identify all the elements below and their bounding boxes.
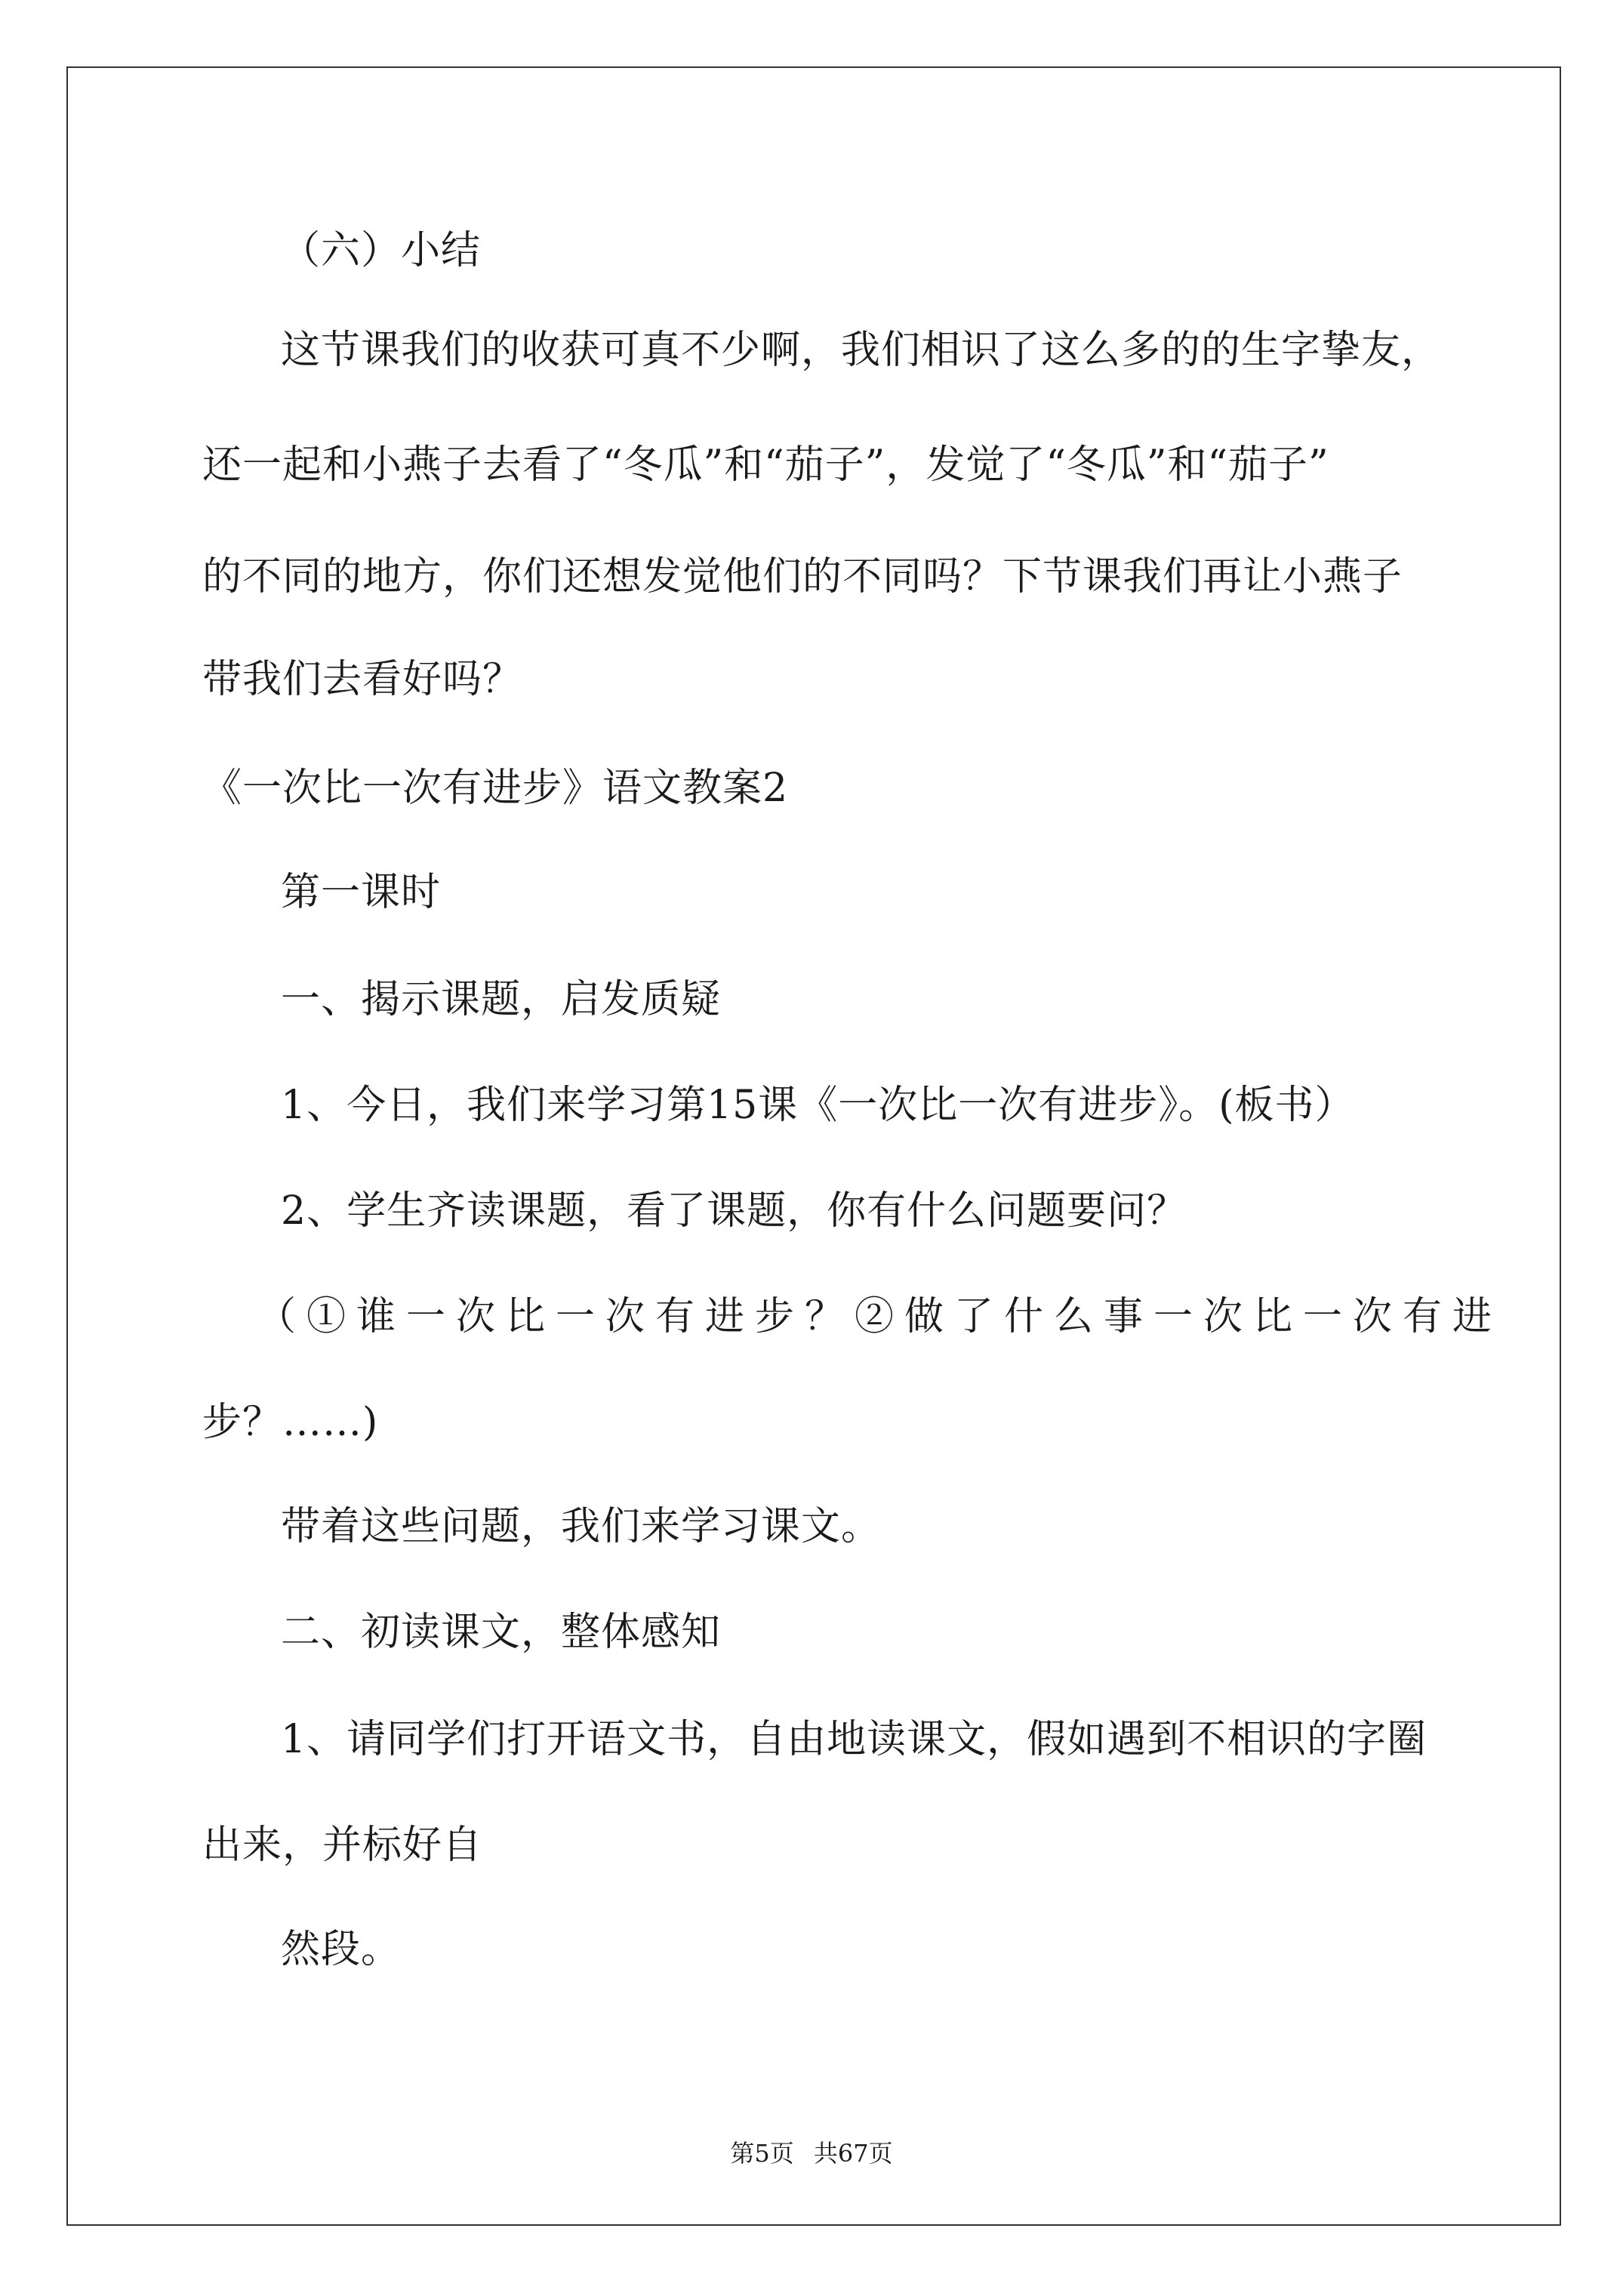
paragraph-line: 还一起和小燕子去看了“冬瓜”和“茄子”，发觉了“冬瓜”和“茄子”	[202, 442, 1329, 488]
page-footer	[0, 2138, 1623, 2168]
paragraph-line: 然段。	[281, 1927, 402, 1972]
paragraph-line: 出来，并标好自	[202, 1823, 483, 1868]
paragraph-line: 步？……)	[202, 1400, 379, 1445]
section-heading-summary: （六）小结	[281, 228, 482, 273]
lesson-heading: 第一课时	[281, 870, 442, 915]
paragraph-line: 这节课我们的收获可真不少啊，我们相识了这么多的的生字挚友，	[281, 328, 1442, 373]
page-number: 第5页	[730, 2139, 794, 2168]
list-item: 1、请同学们打开语文书，自由地读课文，假如遇到不相识的字圈	[281, 1717, 1427, 1762]
paragraph-line: （①谁一次比一次有进步？②做了什么事一次比一次有进	[257, 1294, 1503, 1339]
paragraph-line: 带着这些问题，我们来学习课文。	[281, 1504, 882, 1549]
page-border	[66, 66, 1561, 2226]
paragraph-line: 的不同的地方，你们还想发觉他们的不同吗？下节课我们再让小燕子	[202, 554, 1403, 599]
list-item: 2、学生齐读课题，看了课题，你有什么问题要问？	[281, 1188, 1187, 1234]
paragraph-line: 带我们去看好吗？	[202, 657, 523, 702]
page-total: 共67页	[813, 2139, 893, 2168]
document-title: 《一次比一次有进步》语文教案2	[202, 766, 789, 811]
section-heading: 一、揭示课题，启发质疑	[281, 977, 722, 1022]
list-item: 1、今日，我们来学习第15课《一次比一次有进步》。(板书）	[281, 1083, 1355, 1128]
section-heading: 二、初读课文，整体感知	[281, 1610, 722, 1655]
